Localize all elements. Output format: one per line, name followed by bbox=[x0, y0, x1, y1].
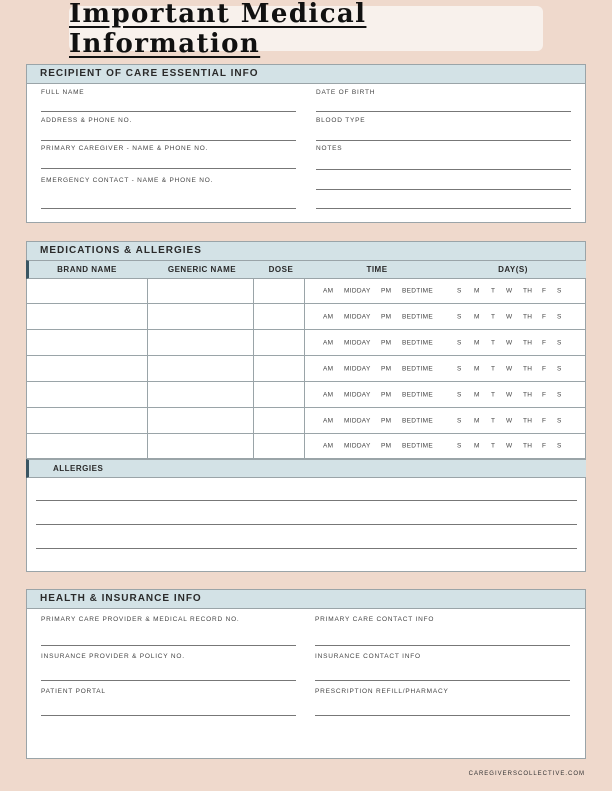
generic-name-cell[interactable] bbox=[253, 304, 254, 329]
brand-name-cell[interactable] bbox=[147, 356, 148, 381]
time-option-midday[interactable]: MIDDAY bbox=[344, 391, 371, 398]
time-option-pm[interactable]: PM bbox=[381, 417, 392, 424]
day-option-2[interactable]: T bbox=[491, 365, 496, 372]
time-option-bedtime[interactable]: BEDTIME bbox=[402, 391, 433, 398]
col-time: TIME bbox=[366, 265, 388, 274]
day-option-5[interactable]: F bbox=[542, 442, 547, 450]
time-option-bedtime[interactable]: BEDTIME bbox=[402, 339, 433, 346]
dose-cell[interactable] bbox=[304, 434, 305, 458]
day-option-6[interactable]: S bbox=[557, 339, 562, 346]
medications-section bbox=[26, 241, 586, 572]
brand-name-cell[interactable] bbox=[147, 279, 148, 303]
day-option-3[interactable]: W bbox=[506, 339, 513, 346]
dose-cell[interactable] bbox=[304, 330, 305, 355]
medication-row bbox=[27, 408, 585, 434]
dose-cell[interactable] bbox=[304, 304, 305, 329]
page-title: Important Medical Information bbox=[69, 0, 367, 59]
notes-line[interactable] bbox=[316, 208, 571, 209]
day-option-1[interactable]: M bbox=[474, 417, 480, 424]
day-option-6[interactable]: S bbox=[557, 287, 562, 295]
dob-label: DATE OF BIRTH bbox=[316, 89, 376, 96]
time-option-am[interactable]: AM bbox=[323, 442, 334, 450]
day-option-0[interactable]: S bbox=[457, 365, 462, 372]
generic-name-cell[interactable] bbox=[253, 408, 254, 433]
time-option-pm[interactable]: PM bbox=[381, 287, 392, 295]
col-brand-name: BRAND NAME bbox=[57, 265, 117, 274]
notes-line[interactable] bbox=[316, 189, 571, 190]
brand-name-cell[interactable] bbox=[147, 408, 148, 433]
day-option-1[interactable]: M bbox=[474, 365, 480, 372]
medication-row bbox=[27, 434, 585, 459]
insurance-contact-label: INSURANCE CONTACT INFO bbox=[315, 653, 421, 660]
day-option-2[interactable]: T bbox=[491, 339, 496, 346]
insurance-provider-label: INSURANCE PROVIDER & POLICY NO. bbox=[41, 653, 185, 660]
day-option-5[interactable]: F bbox=[542, 313, 547, 320]
day-option-0[interactable]: S bbox=[457, 442, 462, 450]
full-name-label: FULL NAME bbox=[41, 89, 85, 96]
medications-header: MEDICATIONS & ALLERGIES bbox=[27, 242, 585, 261]
dose-cell[interactable] bbox=[304, 356, 305, 381]
day-option-5[interactable]: F bbox=[542, 287, 547, 295]
pcp-contact-label: PRIMARY CARE CONTACT INFO bbox=[315, 616, 435, 623]
day-option-4[interactable]: TH bbox=[523, 417, 533, 424]
time-option-bedtime[interactable]: BEDTIME bbox=[402, 313, 433, 320]
insurance-contact-field[interactable] bbox=[315, 680, 570, 681]
day-option-3[interactable]: W bbox=[506, 365, 513, 372]
dose-cell[interactable] bbox=[304, 279, 305, 303]
time-option-midday[interactable]: MIDDAY bbox=[344, 417, 371, 424]
time-option-am[interactable]: AM bbox=[323, 339, 334, 346]
notes-label: NOTES bbox=[316, 145, 343, 152]
time-option-midday[interactable]: MIDDAY bbox=[344, 287, 371, 295]
day-option-6[interactable]: S bbox=[557, 442, 562, 450]
time-option-bedtime[interactable]: BEDTIME bbox=[402, 442, 433, 450]
day-option-6[interactable]: S bbox=[557, 365, 562, 372]
day-option-5[interactable]: F bbox=[542, 339, 547, 346]
dose-cell[interactable] bbox=[304, 382, 305, 407]
time-option-midday[interactable]: MIDDAY bbox=[344, 339, 371, 346]
medication-row bbox=[27, 330, 585, 356]
day-option-4[interactable]: TH bbox=[523, 339, 533, 346]
time-option-midday[interactable]: MIDDAY bbox=[344, 365, 371, 372]
time-option-pm[interactable]: PM bbox=[381, 442, 392, 450]
day-option-2[interactable]: T bbox=[491, 313, 496, 320]
medication-row bbox=[27, 356, 585, 382]
patient-portal-label: PATIENT PORTAL bbox=[41, 688, 106, 695]
time-option-midday[interactable]: MIDDAY bbox=[344, 313, 371, 320]
day-option-3[interactable]: W bbox=[506, 417, 513, 424]
col-days: DAY(S) bbox=[498, 265, 528, 274]
time-option-bedtime[interactable]: BEDTIME bbox=[402, 287, 433, 295]
time-option-am[interactable]: AM bbox=[323, 417, 334, 424]
time-option-bedtime[interactable]: BEDTIME bbox=[402, 365, 433, 372]
allergies-line[interactable] bbox=[36, 548, 577, 549]
day-option-4[interactable]: TH bbox=[523, 287, 533, 295]
time-option-pm[interactable]: PM bbox=[381, 339, 392, 346]
brand-name-cell[interactable] bbox=[147, 330, 148, 355]
address-field[interactable] bbox=[41, 140, 296, 141]
time-option-bedtime[interactable]: BEDTIME bbox=[402, 417, 433, 424]
emergency-contact-label: EMERGENCY CONTACT - NAME & PHONE NO. bbox=[41, 177, 214, 184]
day-option-3[interactable]: W bbox=[506, 442, 513, 450]
day-option-5[interactable]: F bbox=[542, 391, 547, 398]
time-option-am[interactable]: AM bbox=[323, 313, 334, 320]
day-option-5[interactable]: F bbox=[542, 417, 547, 424]
time-option-pm[interactable]: PM bbox=[381, 313, 392, 320]
time-option-am[interactable]: AM bbox=[323, 365, 334, 372]
essential-info-section bbox=[26, 64, 586, 223]
day-option-6[interactable]: S bbox=[557, 417, 562, 424]
col-dose: DOSE bbox=[268, 265, 294, 274]
generic-name-cell[interactable] bbox=[253, 356, 254, 381]
day-option-4[interactable]: TH bbox=[523, 313, 533, 320]
patient-portal-field[interactable] bbox=[41, 715, 296, 716]
generic-name-cell[interactable] bbox=[253, 382, 254, 407]
day-option-2[interactable]: T bbox=[491, 391, 496, 398]
time-option-pm[interactable]: PM bbox=[381, 391, 392, 398]
title-banner bbox=[69, 0, 543, 59]
pcp-label: PRIMARY CARE PROVIDER & MEDICAL RECORD NO. bbox=[41, 616, 240, 623]
blood-type-field[interactable] bbox=[316, 140, 571, 141]
day-option-2[interactable]: T bbox=[491, 417, 496, 424]
generic-name-cell[interactable] bbox=[253, 330, 254, 355]
allergies-header: ALLERGIES bbox=[26, 459, 586, 478]
day-option-4[interactable]: TH bbox=[523, 391, 533, 398]
allergies-line[interactable] bbox=[36, 524, 577, 525]
day-option-6[interactable]: S bbox=[557, 391, 562, 398]
day-option-0[interactable]: S bbox=[457, 417, 462, 424]
medication-row bbox=[27, 279, 585, 304]
medication-row bbox=[27, 304, 585, 330]
insurance-provider-field[interactable] bbox=[41, 680, 296, 681]
day-option-1[interactable]: M bbox=[474, 287, 480, 295]
day-option-6[interactable]: S bbox=[557, 313, 562, 320]
blood-type-label: BLOOD TYPE bbox=[316, 117, 366, 124]
brand-name-cell[interactable] bbox=[147, 434, 148, 458]
col-generic-name: GENERIC NAME bbox=[167, 265, 237, 274]
day-option-0[interactable]: S bbox=[457, 313, 462, 320]
time-option-pm[interactable]: PM bbox=[381, 365, 392, 372]
insurance-header: HEALTH & INSURANCE INFO bbox=[27, 590, 585, 609]
day-option-0[interactable]: S bbox=[457, 339, 462, 346]
footer-website: CAREGIVERSCOLLECTIVE.COM bbox=[468, 771, 585, 777]
day-option-4[interactable]: TH bbox=[523, 365, 533, 372]
caregiver-label: PRIMARY CAREGIVER - NAME & PHONE NO. bbox=[41, 145, 209, 152]
notes-line[interactable] bbox=[316, 169, 571, 170]
day-option-1[interactable]: M bbox=[474, 442, 480, 450]
time-option-midday[interactable]: MIDDAY bbox=[344, 442, 371, 450]
insurance-section bbox=[26, 589, 586, 759]
day-option-0[interactable]: S bbox=[457, 391, 462, 398]
address-label: ADDRESS & PHONE NO. bbox=[41, 117, 133, 124]
day-option-3[interactable]: W bbox=[506, 313, 513, 320]
allergies-line[interactable] bbox=[36, 500, 577, 501]
day-option-1[interactable]: M bbox=[474, 391, 480, 398]
full-name-field[interactable] bbox=[41, 111, 296, 112]
day-option-2[interactable]: T bbox=[491, 442, 496, 450]
dose-cell[interactable] bbox=[304, 408, 305, 433]
generic-name-cell[interactable] bbox=[253, 279, 254, 303]
generic-name-cell[interactable] bbox=[253, 434, 254, 458]
day-option-1[interactable]: M bbox=[474, 313, 480, 320]
medication-column-headers bbox=[26, 260, 586, 279]
brand-name-cell[interactable] bbox=[147, 304, 148, 329]
day-option-3[interactable]: W bbox=[506, 287, 513, 295]
day-option-4[interactable]: TH bbox=[523, 442, 533, 450]
pcp-field[interactable] bbox=[41, 645, 296, 646]
caregiver-field[interactable] bbox=[41, 168, 296, 169]
day-option-3[interactable]: W bbox=[506, 391, 513, 398]
brand-name-cell[interactable] bbox=[147, 382, 148, 407]
pcp-contact-field[interactable] bbox=[315, 645, 570, 646]
dob-field[interactable] bbox=[316, 111, 571, 112]
time-option-am[interactable]: AM bbox=[323, 287, 334, 295]
essential-info-header: RECIPIENT OF CARE ESSENTIAL INFO bbox=[27, 65, 585, 84]
day-option-1[interactable]: M bbox=[474, 339, 480, 346]
emergency-contact-field[interactable] bbox=[41, 208, 296, 209]
day-option-2[interactable]: T bbox=[491, 287, 496, 295]
day-option-5[interactable]: F bbox=[542, 365, 547, 372]
time-option-am[interactable]: AM bbox=[323, 391, 334, 398]
pharmacy-field[interactable] bbox=[315, 715, 570, 716]
medication-row bbox=[27, 382, 585, 408]
day-option-0[interactable]: S bbox=[457, 287, 462, 295]
pharmacy-label: PRESCRIPTION REFILL/PHARMACY bbox=[315, 688, 449, 695]
